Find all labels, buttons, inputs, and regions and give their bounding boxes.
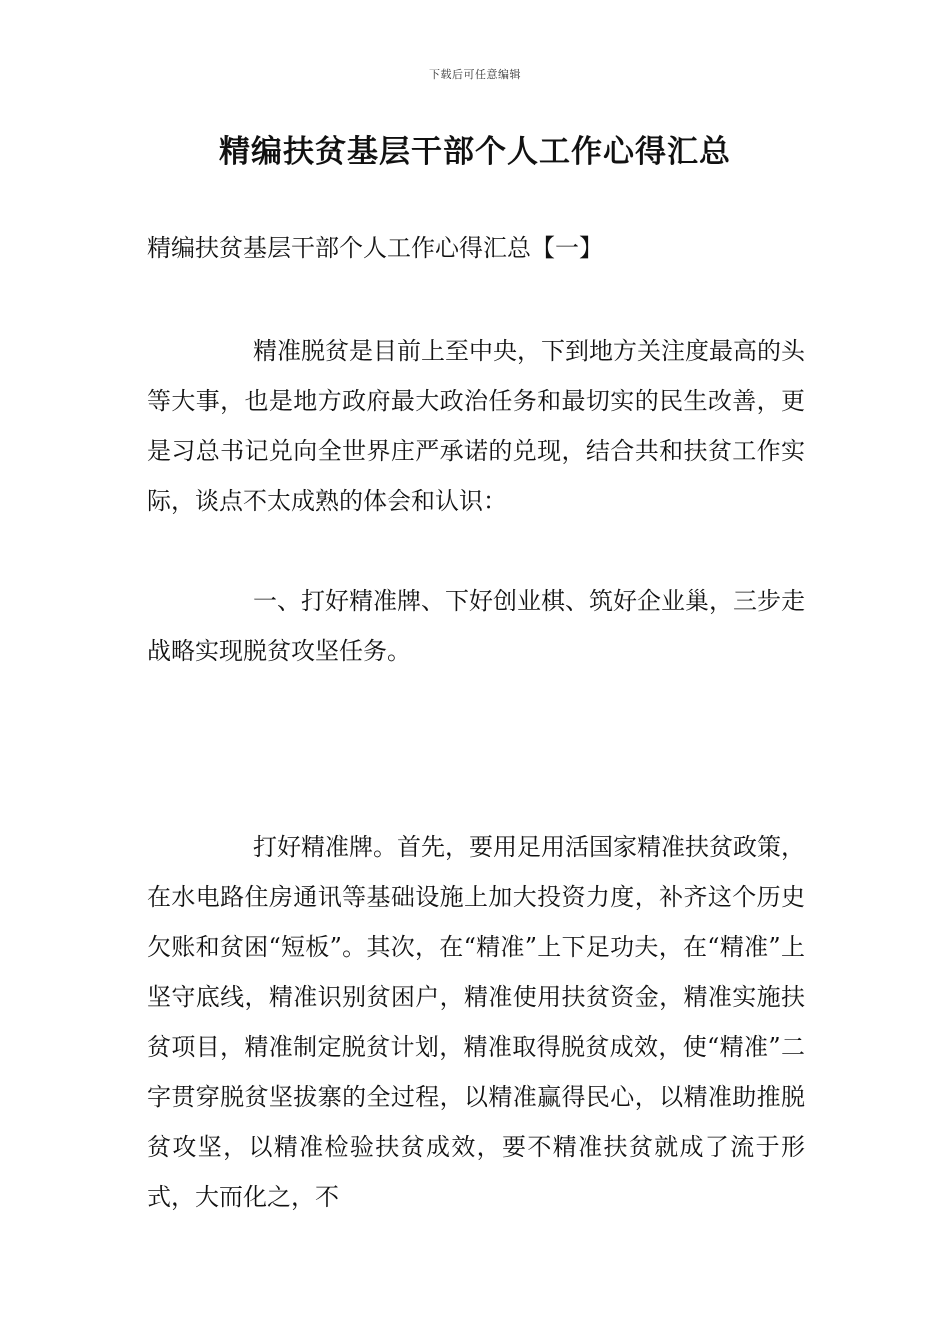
- header-note: 下载后可任意编辑: [429, 68, 521, 81]
- section-title: 精编扶贫基层干部个人工作心得汇总【一】: [147, 234, 603, 262]
- paragraph: 打好精准牌。首先，要用足用活国家精准扶贫政策，在水电路住房通讯等基础设施上加大投资力度，补齐这个历史欠账和贫困“短板”。其次，在“精准”上下足功夫，在“精准”上坚守底线，精准识别贫困户，精准使用扶贫资金，精准实施扶贫项目，精准制定脱贫计划，精准取得脱贫成效，使“精准”二字贯穿脱贫坚拔寨的全过程，以精准赢得民心，以精准助推脱贫攻坚，以精准检验扶贫成效，要不精准扶贫就成了流于形式，大而化之，不: [147, 833, 805, 1211]
- document-title: 精编扶贫基层干部个人工作心得汇总: [219, 134, 731, 170]
- paragraph: 一、打好精准牌、下好创业棋、筑好企业巢，三步走战略实现脱贫攻坚任务。: [147, 587, 805, 665]
- paragraph: 精准脱贫是目前上至中央，下到地方关注度最高的头等大事，也是地方政府最大政治任务和最切实的民生改善，更是习总书记兑向全世界庄严承诺的兑现，结合共和扶贫工作实际，谈点不太成熟的体会和认识：: [147, 337, 805, 515]
